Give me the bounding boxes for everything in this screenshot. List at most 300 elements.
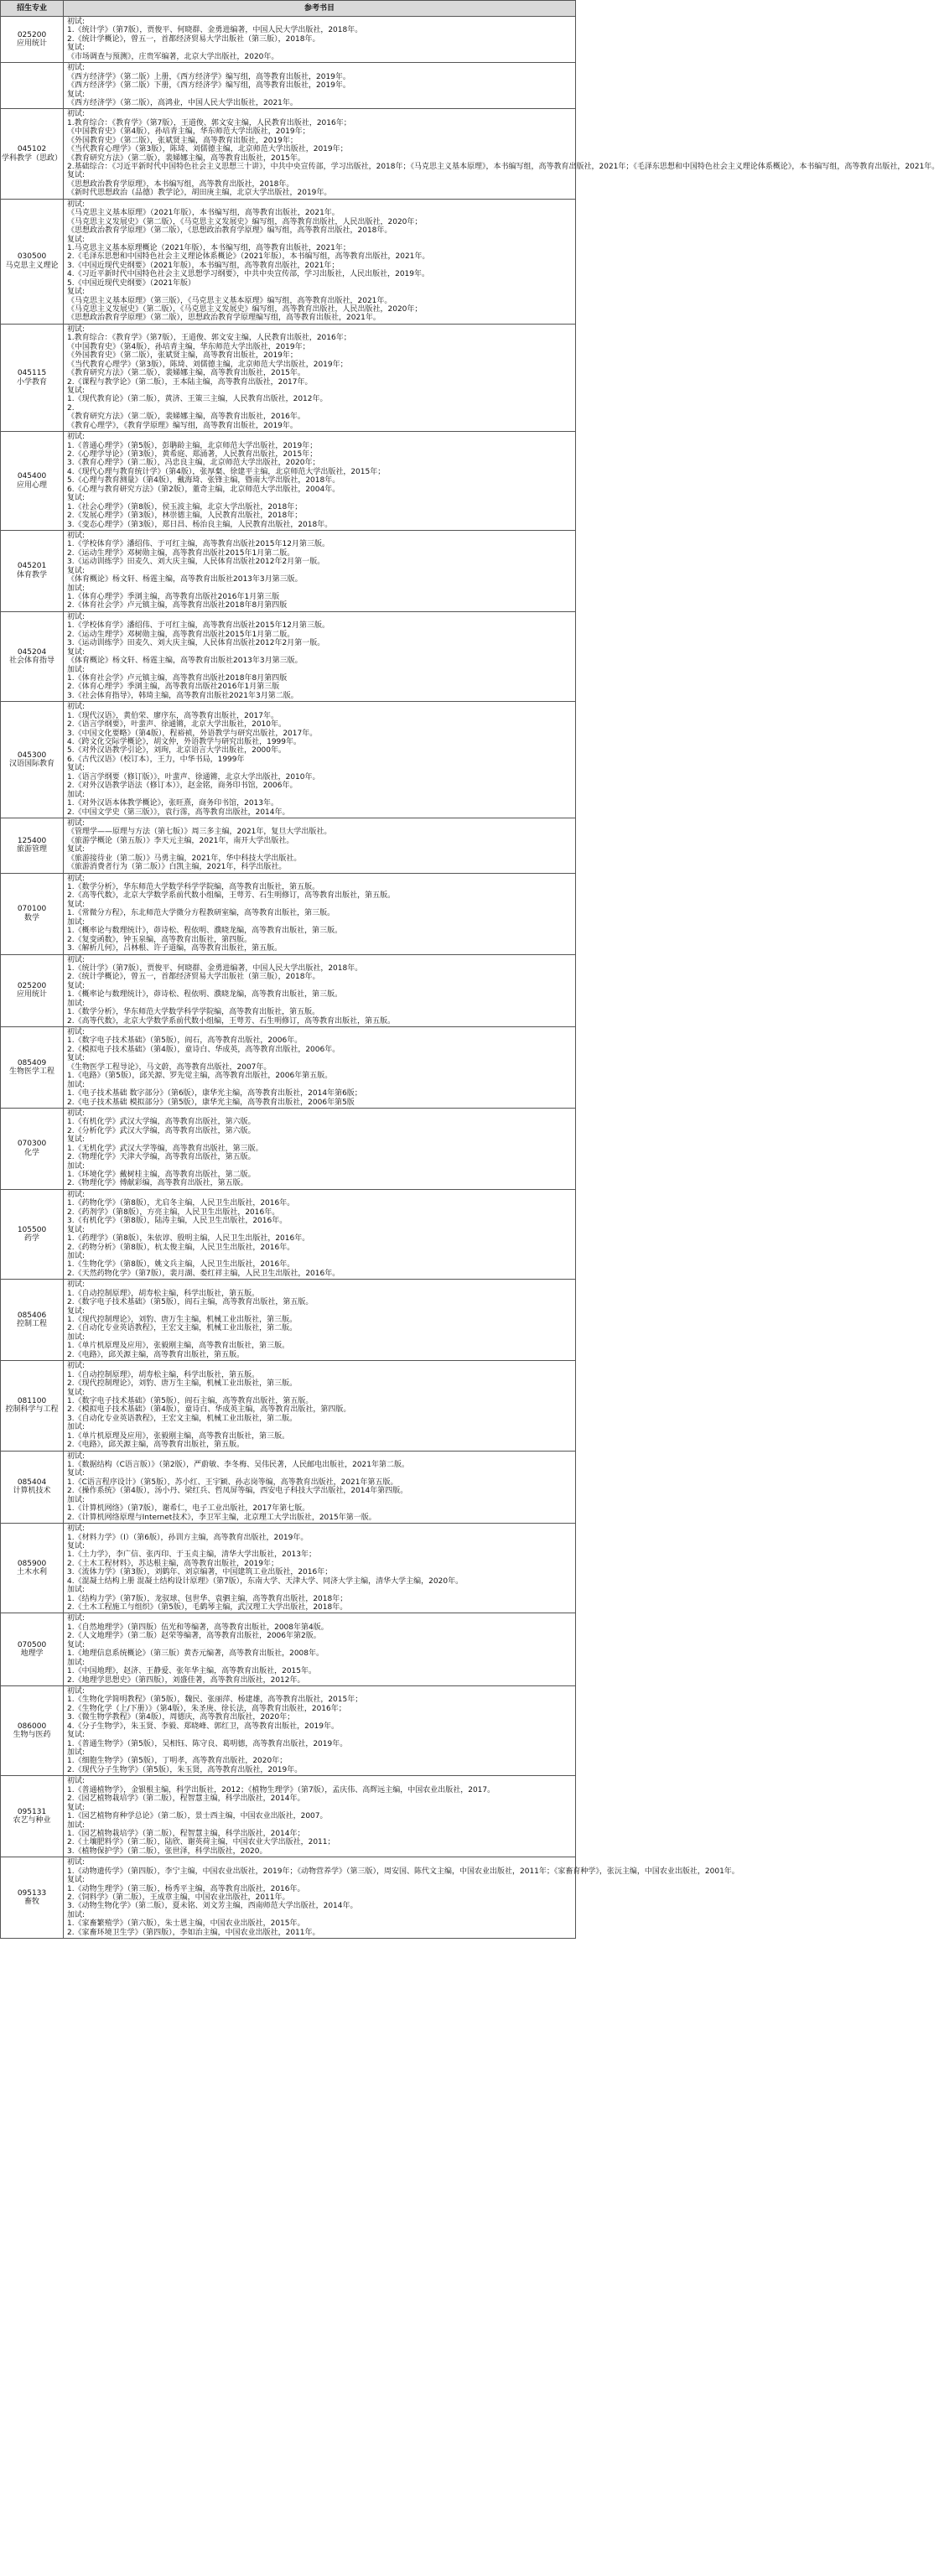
- reference-line: 2.《复变函数》，钟玉泉编，高等教育出版社，第四版。: [67, 935, 252, 944]
- reference-line: 《外国教育史》（第二版），张斌贤主编，高等教育出版社，2019年；: [67, 136, 298, 145]
- reference-line: 1.《概率论与数理统计》，茆诗松、程依明、濮晓龙编，高等教育出版社，第三版。: [67, 990, 343, 1000]
- major-name: 数学: [23, 913, 39, 922]
- major-cell: [1, 611, 64, 701]
- reference-line: 1.《普通植物学》，金银根主编，科学出版社，2012；《植物生理学》（第7版），孟庆伟、高辉远主编，中国农业出版社，2017。: [67, 1785, 495, 1794]
- references-cell: [64, 1685, 576, 1775]
- major-cell: [1, 1776, 64, 1857]
- reference-line: 2.《心理学导论》（第3版），黄希庭、郑涌著，人民教育出版社，2015年；: [67, 450, 318, 459]
- references-cell: [64, 611, 576, 701]
- major-code: 086000: [17, 1722, 47, 1731]
- major-code: 095133: [17, 1888, 47, 1898]
- table-row: [1, 199, 576, 324]
- major-name: 地理学: [20, 1649, 44, 1659]
- references-cell: [64, 1524, 576, 1613]
- major-name: 计算机技术: [13, 1487, 51, 1496]
- reference-line: 2.《操作系统》（第4版），汤小丹、梁红兵、哲凤屏等编，西安电子科技大学出版社，2014年第四版。: [67, 1487, 408, 1496]
- reference-line: 4.《分子生物学》，朱玉贤、李毅、郑晓峰、郭红卫，高等教育出版社，2019年。: [67, 1722, 339, 1731]
- reference-line: 2.《运动生理学》邓树勋主编，高等教育出版社2015年1月第二版。: [67, 630, 295, 639]
- reference-line: 2.《现代控制理论》，刘豹、唐万生主编，机械工业出版社，第三版。: [67, 1379, 298, 1389]
- reference-line: 2.《课程与教学论》（第二版），王本陆主编，高等教育出版社，2017年。: [67, 377, 313, 387]
- major-name: 药学: [23, 1234, 39, 1244]
- reference-line: 复试:: [67, 1541, 86, 1550]
- table-row: [1, 1776, 576, 1857]
- reference-line: 1.《单片机原理及应用》，张毅刚主编，高等教育出版社，第三版。: [67, 1431, 290, 1441]
- reference-line: 初试:: [67, 1028, 86, 1036]
- references-cell: [64, 873, 576, 954]
- major-code: 070300: [17, 1140, 47, 1149]
- reference-line: 初试:: [67, 703, 86, 712]
- reference-line: 《市场调查与预测》，庄贵军编著，北京大学出版社，2020年。: [67, 52, 279, 61]
- major-cell: [1, 1189, 64, 1279]
- major-cell: [1, 1524, 64, 1613]
- major-name: 生物医学工程: [8, 1067, 54, 1076]
- reference-line: 《马克思主义基本原理》（2021年版），本书编写组，高等教育出版社，2021年。: [67, 209, 340, 218]
- references-cell: [64, 109, 939, 199]
- reference-line: 复试:: [67, 566, 86, 575]
- references-cell: [64, 1027, 576, 1109]
- reference-line: 3.《动物生物化学》（第二版），夏未铭、刘文芳主编，西南师范大学出版社，2014年。: [67, 1902, 358, 1911]
- reference-line: 2.《体育社会学》卢元镇主编，高等教育出版社2018年8月第四版: [67, 601, 288, 610]
- reference-line: 加试:: [67, 1423, 86, 1432]
- reference-line: 3.《教育心理学》（第二版），冯忠良主编，北京师范大学出版社，2020年；: [67, 459, 320, 468]
- reference-line: 1.《动物生理学》（第三版），杨秀平主编，高等教育出版社，2016年。: [67, 1884, 305, 1893]
- reference-line: 初试:: [67, 200, 86, 209]
- reference-line: 3.《微生物学教程》（第4版），周德庆，高等教育出版社，2020年；: [67, 1713, 295, 1722]
- major-cell: [1, 63, 64, 109]
- reference-line: 《体育概论》杨文轩、杨霆主编，高等教育出版社2013年3月第三版。: [67, 657, 303, 666]
- reference-line: 5.《中国近现代史纲要》（2021年版）: [67, 278, 195, 288]
- reference-line: 复试:: [67, 1731, 86, 1740]
- major-cell: [1, 702, 64, 818]
- reference-line: 复试:: [67, 1135, 86, 1145]
- reference-line: 1.《动物遗传学》（第四版），李宁主编，中国农业出版社，2019年；《动物营养学》（第三版），周安国、陈代文主编，中国农业出版社，2011年；《家畜育种学》，张沅主编，中国农业出版社，2001年。: [67, 1867, 739, 1876]
- reference-line: 1.《生物化学简明教程》（第5版），魏民、张丽萍、杨建雄，高等教育出版社，2015年；: [67, 1696, 363, 1705]
- reference-line: 3.《流体力学》（第3版），刘鹤年、刘京编著，中国建筑工业出版社，2016年；: [67, 1568, 333, 1577]
- reference-line: 《当代教育心理学》（第3版），陈琦、刘儒德主编，北京师范大学出版社，2019年；: [67, 360, 348, 369]
- table-row: [1, 324, 576, 431]
- reference-line: 《旅游接待业（第二版）》马勇主编，2021年，华中科技大学出版社。: [67, 854, 302, 863]
- reference-line: 2.《对外汉语教学语法（修订本）》，赵金铭，商务印书馆，2006年。: [67, 782, 298, 791]
- reference-line: 《思想政治教育学原理》（第二版），思想政治教育学原理编写组，高等教育出版社，2021年。: [67, 314, 381, 323]
- reference-line: 加试:: [67, 1820, 86, 1830]
- reference-line: 复试:: [67, 845, 86, 854]
- major-name: 畜牧: [23, 1898, 39, 1907]
- reference-line: 《马克思主义发展史》（第二版），《马克思主义发展史》编写组，高等教育出版社，人民出版社，2020年；: [67, 305, 423, 314]
- references-cell: [64, 1613, 576, 1686]
- reference-line: 加试:: [67, 790, 86, 799]
- reference-line: 初试:: [67, 818, 86, 828]
- reference-line: 2.《分析化学》武汉大学编，高等教育出版社，第六版。: [67, 1126, 256, 1135]
- reference-line: 《思想政治教育学原理》（第二版），《思想政治教育学原理》编写组，高等教育出版社，2018年。: [67, 226, 392, 236]
- reference-line: 1.教育综合：《教育学》（第7版），王道俊、郭文安主编，人民教育出版社，2016年；: [67, 118, 351, 127]
- reference-line: 1.《体育心理学》季浏主编，高等教育出版社2016年1月第三版: [67, 593, 280, 601]
- reference-line: 复试:: [67, 647, 86, 657]
- reference-line: 3.《自动化专业英语教程》，王宏文主编，机械工业出版社，第二版。: [67, 1414, 298, 1423]
- reference-line: 1.《材料力学》（I）（第6版），孙训方主编，高等教育出版社，2019年。: [67, 1533, 309, 1542]
- references-cell: [64, 63, 576, 109]
- reference-line: 2.《数字电子技术基础》（第5版），阎石主编，高等教育出版社，第五版。: [67, 1298, 314, 1307]
- table-row: [1, 1361, 576, 1451]
- reference-line: 2.基础综合：《习近平新时代中国特色社会主义思想三十讲》，中共中央宣传部，学习出版社，2018年；《马克思主义基本原理》，本书编写组，高等教育出版社，2021年；《毛泽东思想和中国特色社会主义理论体系概论》，本书编写组，高等教育出版社，2021年。: [67, 163, 939, 171]
- reference-line: 2.《中国文学史（第三版）》，袁行霈，高等教育出版社，2014年。: [67, 808, 290, 817]
- major-name: 社会体育指导: [8, 657, 54, 666]
- reference-line: 复试:: [67, 1803, 86, 1812]
- reference-line: 加试:: [67, 999, 86, 1008]
- reference-line: 2.《物理化学》天津大学编，高等教育出版社，第五版。: [67, 1153, 256, 1162]
- major-code: 045115: [17, 369, 47, 378]
- reference-line: 《中国教育史》（第4版），孙培青主编，华东师范大学出版社，2019年；: [67, 127, 310, 137]
- major-name: 旅游管理: [16, 845, 47, 854]
- reference-line: 5.《心理与教育测量》（第4版），戴海琦、张锋主编，暨南大学出版社，2018年。: [67, 476, 340, 486]
- table-body: [1, 17, 939, 1939]
- reference-line: 复试:: [67, 1225, 86, 1234]
- reference-line: 1.《普通生物学》（第5版），吴相钰、陈守良、葛明德，高等教育出版社，2019年。: [67, 1739, 348, 1748]
- reference-line: 初试:: [67, 1280, 86, 1290]
- reference-line: 《西方经济学》（第二版）下册，《西方经济学》编写组，高等教育出版社，2019年。: [67, 81, 350, 91]
- reference-line: 1.《现代教育论》（第二版），黄济、王策三主编，人民教育出版社，2012年。: [67, 395, 328, 404]
- reference-line: 初试:: [67, 1452, 86, 1461]
- major-name: 生物与医药: [13, 1731, 51, 1740]
- reference-line: 1.《学校体育学》潘绍伟、于可红主编，高等教育出版社2015年12月第三版。: [67, 621, 329, 631]
- major-code: 070100: [17, 905, 47, 914]
- major-cell: [1, 1361, 64, 1451]
- reference-line: 1.《中国地理》，赵济、王静爱、张年华主编，高等教育出版社，2015年。: [67, 1667, 316, 1676]
- reference-line: 6.《古代汉语》（校订本），王力，中华书局，1999年: [67, 755, 245, 764]
- reference-line: 2.《自动化专业英语教程》，王宏文主编，机械工业出版社，第二版。: [67, 1324, 298, 1333]
- reference-line: 初试:: [67, 18, 86, 26]
- reference-line: 复试:: [67, 981, 86, 990]
- references-cell: [64, 1451, 576, 1524]
- reference-line: 《马克思主义发展史》（第二版），《马克思主义发展史》编写组，高等教育出版社，人民出版社，2020年；: [67, 217, 423, 226]
- reference-line: 复试:: [67, 764, 86, 773]
- reference-line: 2.《电路》，邱关源主编，高等教育出版社，第五版。: [67, 1441, 245, 1450]
- major-name: 应用统计: [16, 990, 47, 1000]
- major-code: 045201: [17, 562, 47, 571]
- major-code: 045400: [17, 472, 47, 481]
- major-code: 045300: [17, 750, 47, 760]
- major-name: 马克思主义理论: [5, 261, 59, 270]
- header-major: 招生专业: [1, 1, 64, 17]
- reference-line: 初试:: [67, 433, 86, 442]
- major-name: 应用心理: [16, 480, 47, 490]
- reference-line: 1.《学校体育学》潘绍伟、于可红主编，高等教育出版社2015年12月第三版。: [67, 540, 329, 549]
- major-name: 应用统计: [16, 39, 47, 49]
- major-code: 085409: [17, 1058, 47, 1067]
- table-row: [1, 818, 576, 873]
- reference-line: 2.《电子技术基础 模拟部分》（第5版），康华光主编，高等教育出版社，2006年第5版: [67, 1098, 355, 1107]
- major-cell: [1, 873, 64, 954]
- major-code: 085406: [17, 1311, 47, 1320]
- major-name: 农艺与种业: [13, 1816, 51, 1826]
- reference-line: 初试:: [67, 1109, 86, 1118]
- major-cell: [1, 1027, 64, 1109]
- table-row: [1, 1027, 576, 1109]
- reference-line: 1.《概率论与数理统计》，茆诗松、程依明、濮晓龙编，高等教育出版社，第三版。: [67, 927, 343, 936]
- major-cell: [1, 1685, 64, 1775]
- reference-line: 加试:: [67, 1748, 86, 1757]
- major-cell: [1, 818, 64, 873]
- reference-line: 复试:: [67, 386, 86, 395]
- major-code: 105500: [17, 1225, 47, 1234]
- reference-line: 初试:: [67, 1858, 86, 1867]
- reference-line: 《教育研究方法》（第二版），裴娣娜主编，高等教育出版社，2015年。: [67, 153, 305, 163]
- reference-line: 《生物医学工程导论》，马文蔚，高等教育出版社，2007年。: [67, 1062, 272, 1072]
- table-row: [1, 1189, 576, 1279]
- reference-line: 2.《统计学概论》，曾五一，首都经济贸易大学出版社（第三版），2018年。: [67, 973, 320, 982]
- reference-line: 2.《运动生理学》邓树勋主编，高等教育出版社2015年1月第二版。: [67, 548, 295, 558]
- reference-line: 复试:: [67, 1388, 86, 1397]
- table-row: [1, 1280, 576, 1361]
- reference-line: 初试:: [67, 1362, 86, 1371]
- reference-line: 初试:: [67, 64, 86, 73]
- reference-line: 3.《变态心理学》（第3版），郑日昌、杨治良主编，人民教育出版社，2018年。: [67, 520, 333, 529]
- reference-line: 2.《统计学概论》，曾五一，首都经济贸易大学出版社（第三版），2018年。: [67, 34, 320, 44]
- reference-line: 初试:: [67, 1614, 86, 1623]
- reference-line: 复试:: [67, 1306, 86, 1316]
- reference-line: 1.《现代汉语》，黄伯荣、廖序东，高等教育出版社，2017年。: [67, 711, 278, 720]
- reference-line: 1.《自动控制原理》，胡寿松主编，科学出版社，第五版。: [67, 1370, 260, 1379]
- reference-line: 复试:: [67, 171, 86, 180]
- major-name: 体育教学: [16, 570, 47, 579]
- table-row: [1, 17, 576, 63]
- major-code: 070500: [17, 1640, 47, 1649]
- major-cell: [1, 17, 64, 63]
- major-cell: [1, 954, 64, 1027]
- reference-line: 1.《社会心理学》（第8版），侯玉波主编，北京大学出版社，2018年；: [67, 502, 303, 512]
- reference-line: 加试:: [67, 1332, 86, 1342]
- reference-line: 2.《计算机网络原理与Internet技术》，李卫军主编，北京理工大学出版社，2015年第一版。: [67, 1513, 376, 1522]
- major-cell: [1, 432, 64, 531]
- references-cell: [64, 702, 576, 818]
- reference-line: 1.《药物化学》（第8版），尤启冬主编，人民卫生出版社，2016年。: [67, 1199, 295, 1208]
- table-row: [1, 954, 576, 1027]
- reference-line: 1.教育综合：《教育学》（第7版），王道俊、郭文安主编，人民教育出版社，2016年；: [67, 334, 351, 343]
- major-cell: [1, 324, 64, 431]
- table-row: [1, 1451, 576, 1524]
- reference-line: 2.《药物分析》（第8版），杭太俊主编，人民卫生出版社，2016年。: [67, 1243, 295, 1252]
- reference-line: 加试:: [67, 584, 86, 593]
- reference-line: 1.《环境化学》戴树桂主编，高等教育出版社，第二版。: [67, 1171, 256, 1179]
- reference-line: 初试:: [67, 612, 86, 621]
- reference-line: 1.《统计学》（第7版），贾俊平、何晓群、金勇进编著，中国人民大学出版社，2018年。: [67, 26, 363, 35]
- reference-line: 1.《数字电子技术基础》（第5版），阎石，高等教育出版社，2006年。: [67, 1036, 303, 1046]
- reference-line: 复试:: [67, 288, 86, 297]
- major-code: 085404: [17, 1478, 47, 1487]
- reference-line: 2.《发展心理学》（第3版），林崇德主编，人民教育出版社，2018年；: [67, 512, 303, 521]
- references-cell: [64, 17, 576, 63]
- reference-line: 1.《家畜繁殖学》（第六版），朱士恩主编，中国农业出版社，2015年。: [67, 1919, 305, 1929]
- reference-line: 《西方经济学》（第二版）上册，《西方经济学》编写组，高等教育出版社，2019年。: [67, 72, 350, 81]
- table-header-row: [1, 1, 576, 17]
- reference-line: 1.《园艺植物栽培学》（第二版），程智慧主编，科学出版社，2014年；: [67, 1829, 305, 1838]
- reference-line: 1.《园艺植物育种学总论》（第二版），景士西主编，中国农业出版社，2007。: [67, 1812, 328, 1821]
- table-row: [1, 611, 576, 701]
- table-row: [1, 63, 576, 109]
- reference-line: 3.《植物保护学》（第二版），张世泽，科学出版社，2020。: [67, 1846, 267, 1856]
- reference-line: 1.《电路》（第5版），邱关源、罗先觉主编，高等教育出版社，2006年第五版。: [67, 1072, 333, 1081]
- reference-line: 6.《心理与教育研究方法》（第2版），董奇主编，北京师范大学出版社，2004年。: [67, 485, 340, 494]
- reference-line: 复试:: [67, 1469, 86, 1478]
- table-row: [1, 1108, 576, 1189]
- reference-line: 复试:: [67, 900, 86, 909]
- reference-line: 初试:: [67, 1777, 86, 1786]
- reference-line: 2.《地理学思想史》（第四版），刘盛佳著，高等教育出版社，2012年。: [67, 1675, 305, 1685]
- reference-line: 1.《有机化学》武汉大学编，高等教育出版社，第六版。: [67, 1118, 256, 1127]
- references-cell: [64, 1280, 576, 1361]
- table-row: [1, 432, 576, 531]
- reference-line: 《教育研究方法》（第二版），裴娣娜主编，高等教育出版社，2015年。: [67, 369, 305, 378]
- reference-line: 复试:: [67, 235, 86, 244]
- table-row: [1, 530, 576, 611]
- reference-line: 3.《解析几何》，吕林根、许子道编，高等教育出版社，第五版。: [67, 944, 283, 953]
- reference-line: 复试:: [67, 44, 86, 53]
- reference-line: 1.《结构力学》（第7版），龙驭球、包世华、袁驷主编，高等教育出版社，2018年；: [67, 1594, 348, 1603]
- major-code: 095131: [17, 1807, 47, 1816]
- reference-line: 1.《对外汉语本体教学概论》，张旺熹，商务印书馆，2013年。: [67, 799, 278, 808]
- reference-line: 《当代教育心理学》（第3版），陈琦、刘儒德主编，北京师范大学出版社，2019年；: [67, 145, 348, 154]
- reference-line: 1.《自然地理学》（第四版）伍光和等编著，高等教育出版社，2008年第4版。: [67, 1623, 329, 1632]
- major-cell: [1, 1857, 64, 1939]
- reference-line: 加试:: [67, 1251, 86, 1260]
- reference-line: 2.: [67, 403, 75, 413]
- reference-line: 加试:: [67, 1910, 86, 1919]
- reference-line: 1.《数学分析》，华东师范大学数学科学学院编，高等教育出版社，第五版。: [67, 883, 320, 891]
- reference-line: 加试:: [67, 1495, 86, 1504]
- reference-line: 1.《无机化学》武汉大学等编，高等教育出版社，第三版。: [67, 1144, 263, 1153]
- major-code: 081100: [17, 1396, 47, 1405]
- reference-line: 2.《物理化学》傅献彩编，高等教育出版社，第五版。: [67, 1179, 248, 1188]
- reference-line: 2.《模拟电子技术基础》（第4版），童诗白、华成英，高等教育出版社，2006年。: [67, 1045, 340, 1054]
- reference-line: 1.《土力学》，李广信、张丙印、于玉贞主编，清华大学出版社，2013年；: [67, 1550, 316, 1560]
- reference-line: 2.《电路》，邱关源主编，高等教育出版社，第五版。: [67, 1350, 245, 1359]
- reference-line: 复试:: [67, 494, 86, 503]
- reference-line: 3.《运动训练学》田麦久、刘大庆主编，人民体育出版社2012年2月第一版。: [67, 558, 325, 567]
- major-cell: [1, 1108, 64, 1189]
- table-row: [1, 1685, 576, 1775]
- reference-line: 1.马克思主义基本原理概论（2021年版），本书编写组，高等教育出版社，2021年；: [67, 243, 350, 252]
- table-row: [1, 873, 576, 954]
- reference-line: 《新时代思想政治（品德）教学论》，胡田庚主编，北京大学出版社，2019年。: [67, 189, 332, 198]
- reference-line: 2.《天然药物化学》（第7版），裴月湖、娄红祥主编，人民卫生出版社，2016年。: [67, 1269, 340, 1278]
- major-code: 025200: [17, 30, 47, 39]
- reference-line: 2.《饲料学》（第二版），王成章主编，中国农业出版社，2011年。: [67, 1893, 290, 1902]
- major-name: 土木水利: [16, 1568, 47, 1577]
- reference-line: 《教育心理学》，《教育学原理》编写组，高等教育出版社，2019年。: [67, 421, 298, 430]
- reference-line: 《旅游学概论（第五版）》李天元主编，2021年，南开大学出版社。: [67, 836, 294, 845]
- major-name: 学科教学（思政）: [2, 153, 63, 163]
- reference-line: 5.《对外汉语教学引论》，刘珣，北京语言大学出版社，2000年。: [67, 746, 286, 756]
- reference-line: 1.《细胞生物学》（第5版），丁明孝，高等教育出版社，2020年；: [67, 1757, 288, 1766]
- reference-line: 1.《数字电子技术基础》（第5版），阎石主编，高等教育出版社，第五版。: [67, 1396, 314, 1405]
- reference-line: 初试:: [67, 874, 86, 883]
- major-name: 汉语国际教育: [8, 760, 54, 769]
- references-cell: [64, 324, 576, 431]
- references-cell: [64, 432, 576, 531]
- table-row: [1, 1857, 576, 1939]
- major-name: 控制科学与工程: [5, 1405, 59, 1415]
- reference-line: 2.《园艺植物栽培学》（第二版），程智慧主编，科学出版社，2014年。: [67, 1794, 305, 1804]
- reference-line: 2.《高等代数》，北京大学数学系前代数小组编，王萼芳、石生明修订，高等教育出版社，第五版。: [67, 1016, 396, 1026]
- major-name: 小学教育: [16, 377, 47, 387]
- reference-line: 复试:: [67, 1876, 86, 1885]
- reference-line: 2.《现代分子生物学》（第5版），朱玉贤，高等教育出版社，2019年。: [67, 1765, 303, 1774]
- reference-line: 《管理学——原理与方法（第七版）》周三多主编，2021年，复旦大学出版社。: [67, 828, 332, 837]
- reference-line: 2.《毛泽东思想和中国特色社会主义理论体系概论》（2021年版），本书编写组，高等教育出版社，2021年。: [67, 252, 430, 262]
- major-cell: [1, 199, 64, 324]
- major-code: 025200: [17, 981, 47, 990]
- reference-line: 加试:: [67, 1080, 86, 1089]
- reference-line: 2.《家畜环境卫生学》（第四版），李如治主编，中国农业出版社，2011年。: [67, 1928, 320, 1937]
- major-code: 045102: [17, 145, 47, 154]
- reference-line: 《体育概论》杨文轩、杨霆主编，高等教育出版社2013年3月第三版。: [67, 575, 303, 584]
- reference-line: 加试:: [67, 1658, 86, 1667]
- reference-line: 1.《C语言程序设计》（第5版），苏小红、王宇颖、孙志岗等编，高等教育出版社，2021年第五版。: [67, 1478, 398, 1487]
- reference-line: 4.《混凝土结构上册 混凝土结构设计原理》（第7版），东南大学、天津大学、同济大学主编，清华大学主编，2020年。: [67, 1576, 464, 1586]
- reference-line: 初试:: [67, 325, 86, 334]
- reference-line: 《旅游消费者行为（第二版）》白凯主编，2021年，科学出版社。: [67, 863, 287, 872]
- reference-line: 4.《跨文化交际学概论》，胡文仲，外语教学与研究出版社，1999年。: [67, 738, 301, 746]
- reference-line: 4.《现代心理与教育统计学》（第4版），张厚粲、徐建平主编，北京师范大学出版社，2015年；: [67, 467, 386, 476]
- reference-line: 1.《体育社会学》卢元镇主编，高等教育出版社2018年8月第四版: [67, 673, 288, 683]
- reference-line: 1.《地理信息系统概论》（第三版）黄杏元编著，高等教育出版社，2008年。: [67, 1649, 324, 1659]
- reference-line: 初试:: [67, 955, 86, 964]
- reference-line: 1.《数学分析》，华东师范大学数学科学学院编，高等教育出版社，第五版。: [67, 1008, 320, 1017]
- reference-line: 加试:: [67, 917, 86, 927]
- reference-line: 《西方经济学》（第二版），高鸿业，中国人民大学出版社，2021年。: [67, 98, 298, 107]
- reference-line: 1.《语言学纲要（修订版）》，叶蜚声、徐通锵，北京大学出版社，2010年。: [67, 772, 320, 782]
- reference-line: 复试:: [67, 1054, 86, 1063]
- reference-line: 《中国教育史》（第4版），孙培青主编，华东师范大学出版社，2019年；: [67, 342, 310, 351]
- table-row: [1, 702, 576, 818]
- reference-line: 1.《计算机网络》（第7版），谢希仁，电子工业出版社，2017年第七版。: [67, 1504, 310, 1514]
- reference-line: 《外国教育史》（第二版），张斌贤主编，高等教育出版社，2019年；: [67, 351, 298, 361]
- table-row: [1, 109, 576, 199]
- major-code: 125400: [17, 836, 47, 845]
- major-code: 085900: [17, 1559, 47, 1568]
- references-cell: [64, 1108, 576, 1189]
- reference-line: 复试:: [67, 90, 86, 99]
- reference-line: 加试:: [67, 1586, 86, 1595]
- reference-line: 2.《土木工程材料》，苏达根主编，高等教育出版社，2019年；: [67, 1559, 278, 1568]
- reference-line: 1.《普通心理学》（第5版），彭聃龄主编，北京师范大学出版社，2019年；: [67, 441, 318, 450]
- reference-line: 初试:: [67, 1190, 86, 1199]
- major-name: 控制工程: [16, 1320, 47, 1329]
- reference-line: 复试:: [67, 1640, 86, 1649]
- reference-line: 2.《土木工程施工与组织》（第5版），毛鹤琴主编，武汉理工大学出版社，2018年。: [67, 1603, 348, 1612]
- major-cell: [1, 109, 64, 199]
- major-name: 化学: [23, 1148, 39, 1157]
- reference-line: 2.《模拟电子技术基础》（第4版），童诗白、华成英主编，高等教育出版社，第四版。: [67, 1405, 351, 1415]
- reference-line: 初试:: [67, 110, 86, 119]
- reference-line: 3.《中国文化要略》（第4版），程裕祯，外语教学与研究出版社，2017年。: [67, 729, 318, 738]
- references-cell: [64, 1361, 576, 1451]
- reference-line: 2.《人文地理学》（第二版）赵荣等编著，高等教育出版社，2006年第2版。: [67, 1632, 321, 1641]
- reference-line: 1.《自动控制原理》，胡寿松主编，科学出版社，第五版。: [67, 1289, 260, 1298]
- reference-line: 1.《药理学》（第8版），朱依谆、殷明主编，人民卫生出版社，2016年。: [67, 1234, 310, 1244]
- reference-line: 《教育研究方法》（第二版），裴娣娜主编，高等教育出版社，2016年。: [67, 413, 305, 422]
- major-cell: [1, 1451, 64, 1524]
- table-row: [1, 1524, 576, 1613]
- reference-line: 1.《生物化学》（第8版），姚文兵主编，人民卫生出版社，2016年。: [67, 1260, 295, 1270]
- reference-line: 《马克思主义基本原理》（第三版），《马克思主义基本原理》编写组，高等教育出版社，2021年。: [67, 296, 392, 305]
- references-cell: [64, 1189, 576, 1279]
- major-cell: [1, 1280, 64, 1361]
- table-row: [1, 1613, 576, 1686]
- major-code: 030500: [17, 252, 47, 262]
- references-cell: [64, 199, 576, 324]
- reference-line: 1.《现代控制理论》，刘豹、唐万生主编，机械工业出版社，第三版。: [67, 1316, 298, 1324]
- references-cell: [64, 954, 576, 1027]
